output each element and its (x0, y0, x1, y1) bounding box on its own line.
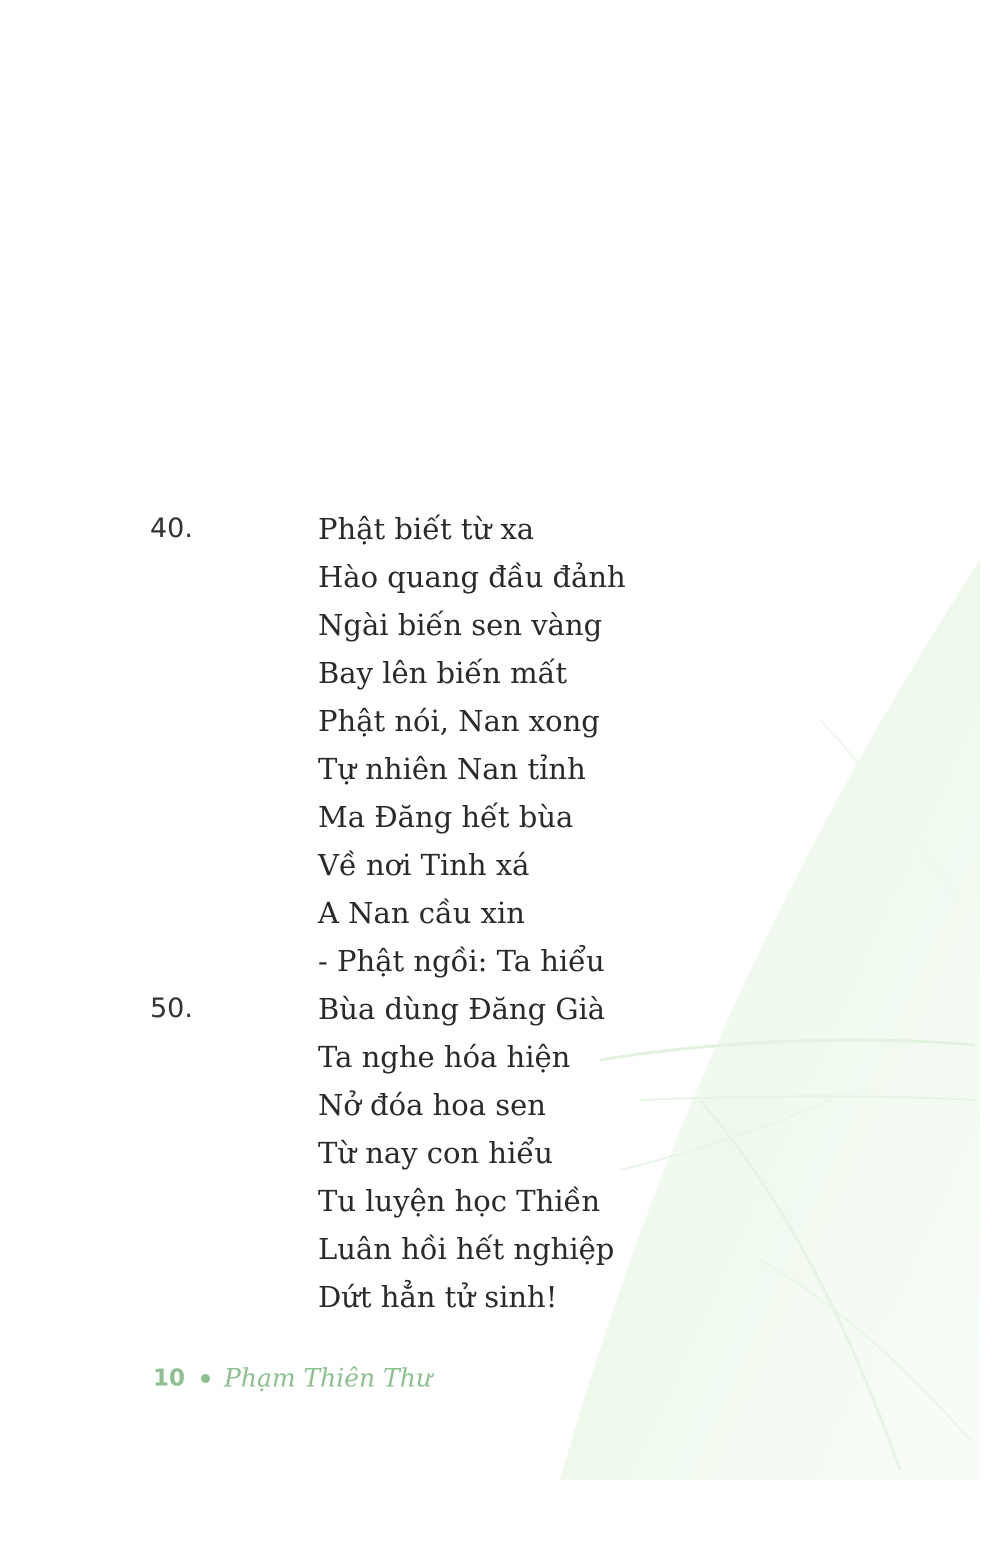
verse-text: Ma Đăng hết bùa (318, 800, 574, 834)
poem-line (0, 985, 1000, 1033)
verse-text: Phật biết từ xa (318, 512, 535, 546)
poem-line (0, 601, 1000, 649)
verse-text: Ngài biến sen vàng (318, 608, 603, 642)
poem-body (0, 505, 1000, 1321)
poem-line (0, 841, 1000, 889)
poem-line (0, 1225, 1000, 1273)
verse-text: Luân hồi hết nghiệp (318, 1232, 615, 1266)
poem-line (0, 553, 1000, 601)
poem-line (0, 1177, 1000, 1225)
poem-line (0, 745, 1000, 793)
verse-text: - Phật ngồi: Ta hiểu (318, 944, 605, 978)
verse-text: Bay lên biến mất (318, 656, 568, 690)
page-footer (153, 1358, 432, 1398)
poem-line (0, 1033, 1000, 1081)
verse-text: Phật nói, Nan xong (318, 704, 600, 738)
verse-text: Nở đóa hoa sen (318, 1088, 546, 1122)
verse-text: Hào quang đầu đảnh (318, 560, 626, 594)
poem-line (0, 505, 1000, 553)
verse-text: Về nơi Tinh xá (318, 848, 530, 882)
author-name: Phạm Thiên Thư (224, 1363, 432, 1393)
line-number: 40. (150, 513, 193, 544)
poem-line (0, 697, 1000, 745)
poem-line (0, 649, 1000, 697)
verse-text: Tu luyện học Thiền (318, 1184, 601, 1218)
poem-line (0, 937, 1000, 985)
poem-line (0, 793, 1000, 841)
poem-line (0, 1129, 1000, 1177)
poem-line (0, 1273, 1000, 1321)
verse-text: Dứt hẳn tử sinh! (318, 1280, 558, 1314)
poem-line (0, 1081, 1000, 1129)
verse-text: Tự nhiên Nan tỉnh (318, 752, 586, 786)
verse-text: Ta nghe hóa hiện (318, 1040, 571, 1074)
bullet-dot-icon (201, 1374, 210, 1383)
poem-line (0, 889, 1000, 937)
page-number: 10 (153, 1365, 186, 1392)
line-number: 50. (150, 993, 193, 1024)
verse-text: A Nan cầu xin (318, 896, 525, 930)
verse-text: Bùa dùng Đăng Già (318, 992, 606, 1026)
verse-text: Từ nay con hiểu (318, 1136, 553, 1170)
